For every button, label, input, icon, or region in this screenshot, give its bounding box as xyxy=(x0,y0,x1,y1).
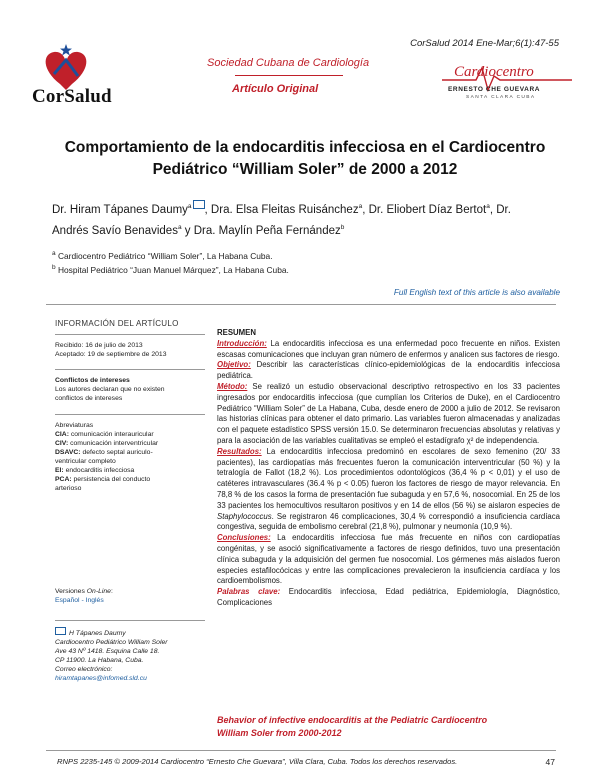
affiliation-a xyxy=(52,250,273,261)
article-info-title: INFORMACIÓN DEL ARTÍCULO xyxy=(55,319,179,328)
abbreviation-key: CIA: xyxy=(55,430,69,438)
society-name: Sociedad Cubana de Cardiología xyxy=(207,57,370,69)
author-affiliation-mark: a xyxy=(358,203,363,210)
info-divider xyxy=(55,414,205,415)
author-list xyxy=(52,198,562,241)
author-affiliation-mark: b xyxy=(340,224,345,232)
affiliation-mark: a xyxy=(52,250,56,257)
contact-line: Cardiocentro Pediátrico William Soler xyxy=(55,638,168,646)
abbreviation-value: persistencia del conducto xyxy=(71,476,151,484)
title-line-2: Pediátrico “William Soler” de 2000 a 2012 xyxy=(152,161,458,178)
cardiocentro-name: ERNESTO CHE GUEVARA xyxy=(448,86,541,93)
english-title xyxy=(217,714,547,740)
abbreviation-item xyxy=(55,457,205,466)
author-name: Dr. Hiram Tápanes Daumy xyxy=(52,203,188,216)
contact-name-line xyxy=(55,627,205,638)
abbreviation-key: DSAVC: xyxy=(55,448,81,456)
article-type: Artículo Original xyxy=(232,83,319,95)
english-version-link[interactable]: Full English text of this article is also available xyxy=(393,288,560,297)
title-line-1: Comportamiento de la endocarditis infecciosa en el Cardiocentro xyxy=(64,139,546,156)
abstract-conclusions xyxy=(217,533,560,587)
affiliation-b xyxy=(52,264,289,275)
abstract-results xyxy=(217,447,560,533)
abbreviation-value: endocarditis infecciosa xyxy=(63,467,135,475)
author-name: Andrés Savío Benavides xyxy=(52,225,178,238)
abbreviation-item xyxy=(55,475,205,484)
info-divider xyxy=(55,334,205,335)
abbreviation-value: comunicación interauricular xyxy=(68,430,154,438)
abstract-heading: RESUMEN xyxy=(217,328,256,337)
section-label: Conclusiones: xyxy=(217,533,271,543)
section-label: Introducción: xyxy=(217,338,267,348)
cardiocentro-script: Cardiocentro xyxy=(454,64,534,80)
versions-languages-link[interactable]: Español - Inglés xyxy=(55,597,104,605)
abbreviation-value: ventricular completo xyxy=(55,457,116,465)
section-label: Resultados: xyxy=(217,446,262,456)
accepted-date: Aceptado: 19 de septiembre de 2013 xyxy=(55,351,167,359)
corsalud-logo-text: CorSalud xyxy=(32,86,112,107)
versions-label: Versiones xyxy=(55,588,87,596)
abstract-keywords xyxy=(217,587,560,609)
abstract-objective xyxy=(217,360,560,382)
versions-line xyxy=(55,587,205,596)
abstract xyxy=(217,328,560,609)
article-title xyxy=(40,137,570,181)
section-text: . Se registraron 46 complicaciones, 30,4 % correspondió a insuficiencia cardíaca congestiva, seguida de embolismo cerebral (21,8 %), pulmonar y neumonía (10,9 %). xyxy=(217,511,560,532)
section-divider xyxy=(46,304,556,305)
cardiocentro-location: SANTA CLARA CUBA xyxy=(466,95,536,100)
abbreviation-item xyxy=(55,448,205,457)
cardiocentro-logo xyxy=(436,58,576,108)
info-divider xyxy=(55,620,205,621)
page-number: 47 xyxy=(545,757,555,767)
abbreviation-value: arterioso xyxy=(55,485,82,493)
conflicts-title: Conflictos de intereses xyxy=(55,377,130,385)
conflicts-text: Los autores declaran que no existen xyxy=(55,386,165,394)
abbreviation-item xyxy=(55,439,205,448)
received-date: Recibido: 16 de julio de 2013 xyxy=(55,342,143,350)
section-text: La endocarditis infecciosa fue más frecuente en niños con cardiopatías congénitas, y se asoció significativamente a factores de riesgo definidos, tuvo una presentación clínica subaguda y la adquisición del germen fue nosocomial. Los gérmenes más aislados fueron especies estafilocócicas y entre las complicaciones prevalecieron la insuficiencia cardíaca y los cardioembolismos. xyxy=(217,533,560,586)
english-title-line: Behavior of infective endocarditis at the Pediatric Cardiocentro xyxy=(217,715,488,725)
info-divider xyxy=(55,369,205,370)
versions-colon: : xyxy=(110,588,113,596)
author-name: y Dra. Maylín Peña Fernández xyxy=(181,225,341,238)
abbreviation-item xyxy=(55,430,205,439)
species-name: Staphylococcus xyxy=(217,511,272,521)
author-name: , Dra. Elsa Fleitas Ruisánchez xyxy=(204,203,359,216)
article-info-panel xyxy=(55,319,205,683)
section-text: La endocarditis infecciosa es una enfermedad poco frecuente en niños. Existen escasas comunicaciones que incluyan gran número de enfermos y analicen sus factores de riesgo. xyxy=(217,338,560,359)
abbreviation-key: CIV: xyxy=(55,439,69,447)
affiliation-mark: b xyxy=(52,264,56,271)
keywords-text: Endocarditis infecciosa, Edad pediátrica, Epidemiología, Diagnóstico, Complicaciones xyxy=(217,587,560,607)
contact-line: Ave 43 Nº 1418. Esquina Calle 18. xyxy=(55,647,160,655)
author-affiliation-mark: a xyxy=(486,203,490,210)
mail-icon[interactable] xyxy=(55,627,66,635)
affiliation-text: Cardiocentro Pediátrico “William Soler”, La Habana Cuba. xyxy=(57,250,273,261)
abbreviation-value: defecto septal auriculo- xyxy=(80,448,153,456)
author-affiliation-mark: a xyxy=(177,224,182,232)
contact-email-link[interactable]: hiramtapanes@infomed.sld.cu xyxy=(55,674,147,682)
section-text: Se realizó un estudio observacional descriptivo retrospectivo en los 33 pacientes ingresados por endocarditis infecciosa (que cumplían los Criterios de Duke), en el Cardiocentro Pediátrico “William Soler” de La Habana, Cuba, desde enero de 2000 a julio de 2012. Se revisaron las historias clínicas para obtener el dato primario. Las variables fueron almacenadas y analizadas con el paquete estadístico SPSS versión 15.0. Se determinaron frecuencias absolutas y relativas y para la asociación de las variables cualitativas se empleó el estadígrafo χ² de independencia. xyxy=(217,381,560,445)
footer-divider xyxy=(46,750,556,751)
abbreviations-title: Abreviaturas xyxy=(55,421,94,429)
abbreviation-key: PCA: xyxy=(55,476,72,484)
abstract-introduction xyxy=(217,339,560,361)
footer-copyright: RNPS 2235-145 © 2009-2014 Cardiocentro “Ernesto Che Guevara”, Villa Clara, Cuba. Todos los derechos reservados. xyxy=(57,757,458,766)
abstract-method xyxy=(217,382,560,447)
english-title-line: William Soler from 2000-2012 xyxy=(217,728,342,738)
affiliation-text: Hospital Pediátrico “Juan Manuel Márquez”, La Habana Cuba. xyxy=(57,264,289,275)
abbreviation-value: comunicación interventricular xyxy=(68,439,159,447)
author-affiliation-mark: a xyxy=(187,203,192,210)
journal-reference: CorSalud 2014 Ene-Mar;6(1):47-55 xyxy=(410,38,559,49)
author-name: , Dr. Eliobert Díaz Bertot xyxy=(362,203,487,216)
section-text: La endocarditis infecciosa predominó en escolares de sexo femenino (20/ 33 pacientes), las cardiopatías más frecuentes fueron la comunicación interventricular (50 %) y la tetralogía de Fallot (18,2 %). Los procedimientos odontológicos (36,4 % p < 0,01) y el uso de catéteres intravasculares (36.4 % p < 0.05) fueron los factores de riesgo de mayor relevancia. En 78,8 % de los casos la forma de presentación fue subaguda y en 57,6 %, nosocomial. En 25 de los 33 pacientes los hemocultivos resultaron positivos y en 14 de ellos (56 %) se aislaron especies de xyxy=(217,446,560,510)
spacer xyxy=(55,493,205,587)
conflicts-text: conflictos de intereses xyxy=(55,395,123,403)
abbreviation-item xyxy=(55,484,205,493)
section-label: Método: xyxy=(217,381,248,391)
author-name: , Dr. xyxy=(489,203,511,216)
contact-line: Correo electrónico: xyxy=(55,665,113,673)
versions-online: On-Line xyxy=(86,588,111,596)
authors-line-2 xyxy=(52,219,562,240)
mail-icon[interactable] xyxy=(193,200,205,209)
keywords-label: Palabras clave: xyxy=(217,587,281,597)
contact-name: H Tápanes Daumy xyxy=(69,629,126,637)
authors-line-1 xyxy=(52,198,562,219)
abbreviation-item xyxy=(55,466,205,475)
contact-line: CP 11900. La Habana, Cuba. xyxy=(55,656,144,664)
section-label: Objetivo: xyxy=(217,360,251,370)
header-divider xyxy=(235,75,343,76)
section-text: Describir las características clínico-epidemiológicas de la endocarditis infecciosa pediátrica. xyxy=(217,360,560,381)
abbreviation-key: EI: xyxy=(55,467,64,475)
